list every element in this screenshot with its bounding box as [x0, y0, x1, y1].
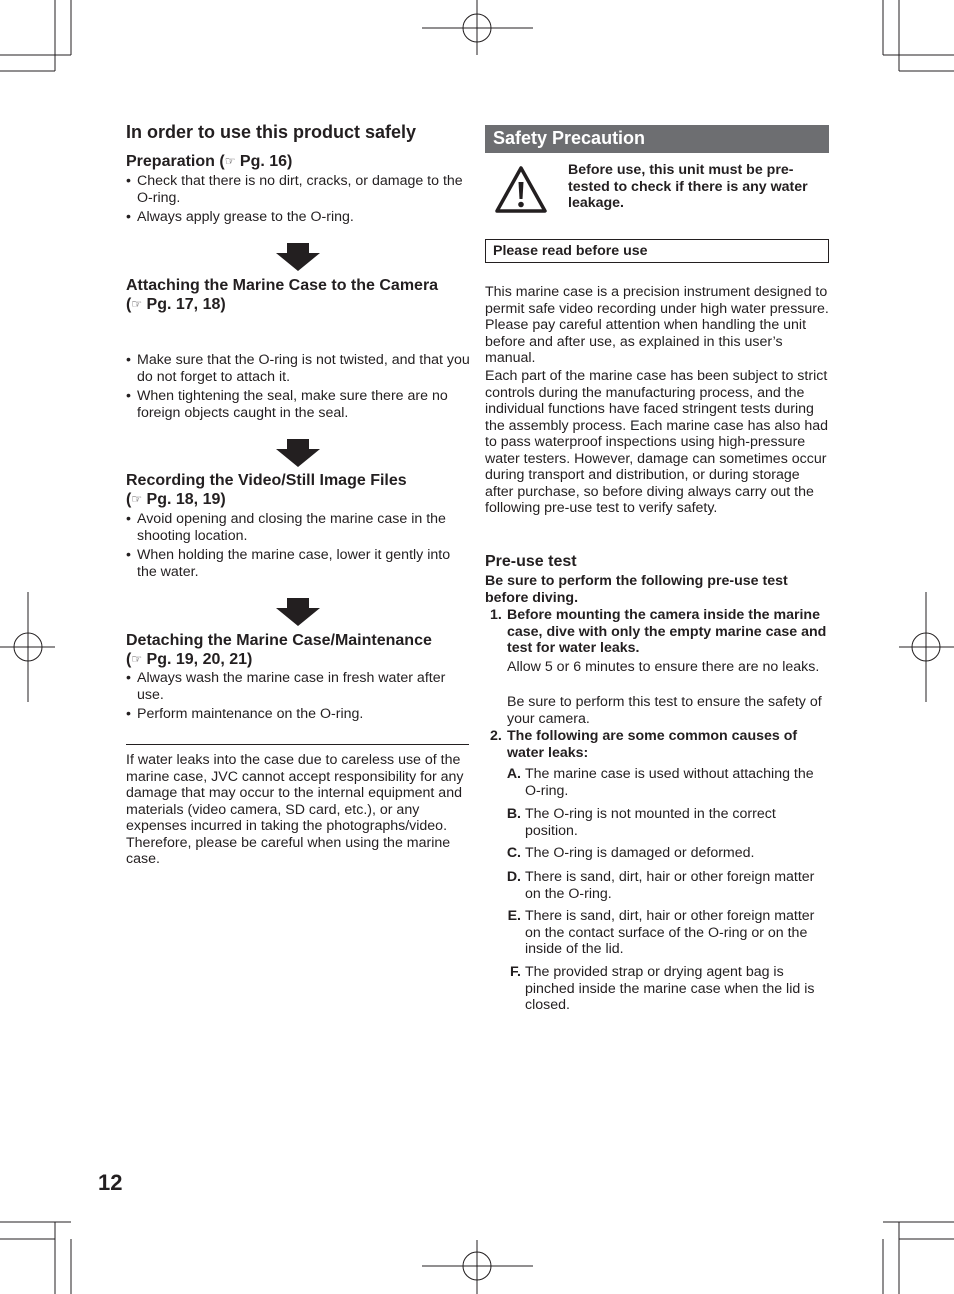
- list-item: • Perform maintenance on the O-ring.: [126, 706, 471, 723]
- step-title: Before mounting the camera inside the marine case, dive with only the empty marine case and test for water leaks.: [507, 607, 827, 656]
- cause-text: The marine case is used without attaching the O-ring.: [525, 766, 814, 799]
- section-heading-text: Detaching the Marine Case/Maintenance: [126, 632, 432, 649]
- step-text: Allow 5 or 6 minutes to ensure there are no leaks.: [507, 659, 820, 675]
- cause-letter: F.: [509, 964, 521, 980]
- list-item: • Always apply grease to the O-ring.: [126, 209, 471, 226]
- down-arrow-icon: [276, 243, 320, 271]
- cause-text: There is sand, dirt, hair or other foreign matter on the O-ring.: [525, 869, 815, 902]
- warning-triangle-icon: [494, 165, 548, 215]
- preuse-heading: Pre-use test: [485, 553, 577, 570]
- page-number: 12: [98, 1170, 123, 1195]
- cause-letter: C.: [506, 845, 521, 861]
- hand-pointing-icon: ☞: [224, 154, 236, 168]
- hand-pointing-icon: ☞: [131, 297, 143, 311]
- step-text: Be sure to perform this test to ensure the safety of your camera.: [507, 694, 822, 727]
- section-heading-attaching: Attaching the Marine Case to the Camera (☞ Pg. 17, 18): [126, 277, 439, 313]
- list-item: • Always wash the marine case in fresh water after use.: [126, 670, 471, 704]
- warning-text: Before use, this unit must be pre-tested to check if there is any water leakage.: [568, 162, 808, 211]
- cause-text: The O-ring is damaged or deformed.: [525, 845, 755, 861]
- list-item: • Make sure that the O-ring is not twisted, and that you do not forget to attach it.: [126, 352, 471, 386]
- bullet-list: [126, 511, 471, 583]
- cause-text: The O-ring is not mounted in the correct position.: [525, 806, 776, 839]
- read-before-use-box: Please read before use: [485, 239, 829, 263]
- disclaimer-text: If water leaks into the case due to careless use of the marine case, JVC cannot accept responsibility for any damage that may occur to the internal equipment and materials (video camera, SD card, etc.), or any expenses incurred in taking the photographs/video. Therefore, please be careful when using the marine case.: [126, 752, 464, 867]
- section-ref: Pg. 17, 18): [146, 296, 226, 313]
- list-item: • When holding the marine case, lower it gently into the water.: [126, 547, 471, 581]
- intro-paragraph: This marine case is a precision instrument designed to permit safe video recording under high water pressure. Please pay careful attention when handling the unit before and after use, as explained in this user’s manual.: [485, 284, 829, 366]
- intro-paragraph: Each part of the marine case has been subject to strict controls during the manufacturing process, and the individual functions have faced stringent tests during the assembly process. Each marine case has also had to pass waterproof inspections using high-pressure water testers. However, damage can sometimes occur during transport and distribution, or during storage after purchase, so before diving always carry out the following pre-use test to verify safety.: [485, 368, 829, 516]
- section-ref: Pg. 18, 19): [146, 491, 226, 508]
- divider: [126, 744, 469, 745]
- section-heading-preparation: [126, 152, 466, 171]
- down-arrow-icon: [276, 439, 320, 467]
- list-item: • Avoid opening and closing the marine case in the shooting location.: [126, 511, 471, 545]
- bullet-list: [126, 352, 471, 424]
- cause-letter: A.: [506, 766, 521, 782]
- step-number: 2.: [490, 728, 502, 744]
- cause-letter: E.: [507, 908, 521, 924]
- preuse-lead: Be sure to perform the following pre-use test before diving.: [485, 573, 788, 606]
- bullet-list: [126, 670, 471, 725]
- cause-letter: D.: [506, 869, 521, 885]
- cause-text: The provided strap or drying agent bag is pinched inside the marine case when the lid is closed.: [525, 964, 815, 1013]
- section-heading-detaching: Detaching the Marine Case/Maintenance (☞ Pg. 19, 20, 21): [126, 632, 432, 668]
- section-heading-text: Preparation (: [126, 153, 225, 170]
- section-heading-text: Attaching the Marine Case to the Camera: [126, 277, 439, 294]
- left-title: In order to use this product safely: [126, 122, 417, 142]
- hand-pointing-icon: ☞: [131, 492, 143, 506]
- section-heading-recording: Recording the Video/Still Image Files (☞ Pg. 18, 19): [126, 472, 407, 508]
- list-item: • Check that there is no dirt, cracks, or damage to the O-ring.: [126, 173, 471, 207]
- section-ref: Pg. 16): [239, 153, 293, 170]
- step-number: 1.: [490, 607, 502, 623]
- step-title: The following are some common causes of water leaks:: [507, 728, 798, 761]
- bullet-list: [126, 173, 471, 228]
- section-banner: Safety Precaution: [485, 125, 829, 153]
- down-arrow-icon: [276, 598, 320, 626]
- cause-letter: B.: [506, 806, 521, 822]
- section-ref: Pg. 19, 20, 21): [146, 651, 253, 668]
- hand-pointing-icon: ☞: [131, 652, 143, 666]
- cause-text: There is sand, dirt, hair or other foreign matter on the contact surface of the O-ring or on the inside of the lid.: [525, 908, 815, 957]
- list-item: • When tightening the seal, make sure there are no foreign objects caught in the seal.: [126, 388, 471, 422]
- section-heading-text: Recording the Video/Still Image Files: [126, 472, 407, 489]
